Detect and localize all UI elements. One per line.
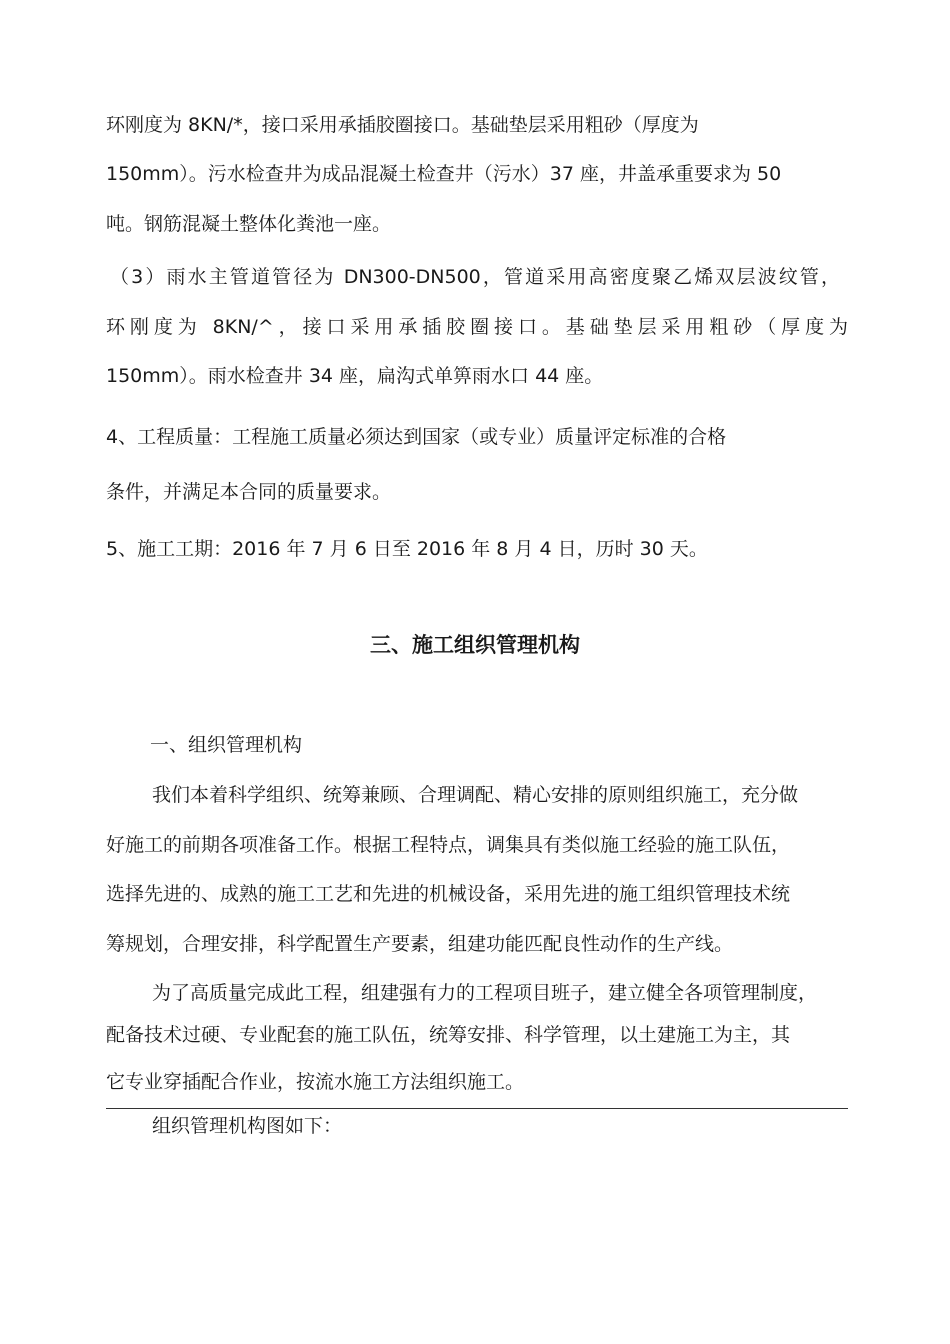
paragraph-line: 好施工的前期各项准备工作。根据工程特点，调集具有类似施工经验的施工队伍， xyxy=(106,834,791,856)
quality-item-continued: 条件，并满足本合同的质量要求。 xyxy=(106,481,392,503)
paragraph-line: 我们本着科学组织、统筹兼顾、合理调配、精心安排的原则组织施工，充分做 xyxy=(152,784,799,806)
horizontal-rule xyxy=(106,1108,848,1109)
body-text-line: 环刚度为 8KN/*，接口采用承插胶圈接口。基础垫层采用粗砂（厚度为 xyxy=(106,114,699,136)
body-text-line: 150mm）。雨水检查井 34 座，扁沟式单箅雨水口 44 座。 xyxy=(106,365,604,387)
chart-caption: 组织管理机构图如下： xyxy=(152,1115,343,1137)
paragraph-line: 为了高质量完成此工程，组建强有力的工程项目班子，建立健全各项管理制度， xyxy=(152,982,818,1004)
rainwater-pipe-item: （3）雨水主管道管径为 DN300-DN500，管道采用高密度聚乙烯双层波纹管， xyxy=(110,266,840,288)
paragraph-line: 筹规划，合理安排，科学配置生产要素，组建功能匹配良性动作的生产线。 xyxy=(106,933,734,955)
section-title: 三、施工组织管理机构 xyxy=(370,633,580,657)
body-text-line: 环刚度为 8KN/^，接口采用承插胶圈接口。基础垫层采用粗砂（厚度为 xyxy=(106,316,848,338)
paragraph-line: 配备技术过硬、专业配套的施工队伍，统筹安排、科学管理，以土建施工为主，其 xyxy=(106,1024,791,1046)
quality-item: 4、工程质量：工程施工质量必须达到国家（或专业）质量评定标准的合格 xyxy=(106,426,727,448)
body-text-line: 吨。钢筋混凝土整体化粪池一座。 xyxy=(106,213,392,235)
section-subtitle: 一、组织管理机构 xyxy=(150,734,303,756)
body-text-line: 150mm）。污水检查井为成品混凝土检查井（污水）37 座，井盖承重要求为 50 xyxy=(106,163,782,185)
paragraph-line: 选择先进的、成熟的施工工艺和先进的机械设备，采用先进的施工组织管理技术统 xyxy=(106,883,791,905)
paragraph-line: 它专业穿插配合作业，按流水施工方法组织施工。 xyxy=(106,1071,525,1093)
schedule-item: 5、施工工期：2016 年 7 月 6 日至 2016 年 8 月 4 日，历时 30 天。 xyxy=(106,538,708,560)
